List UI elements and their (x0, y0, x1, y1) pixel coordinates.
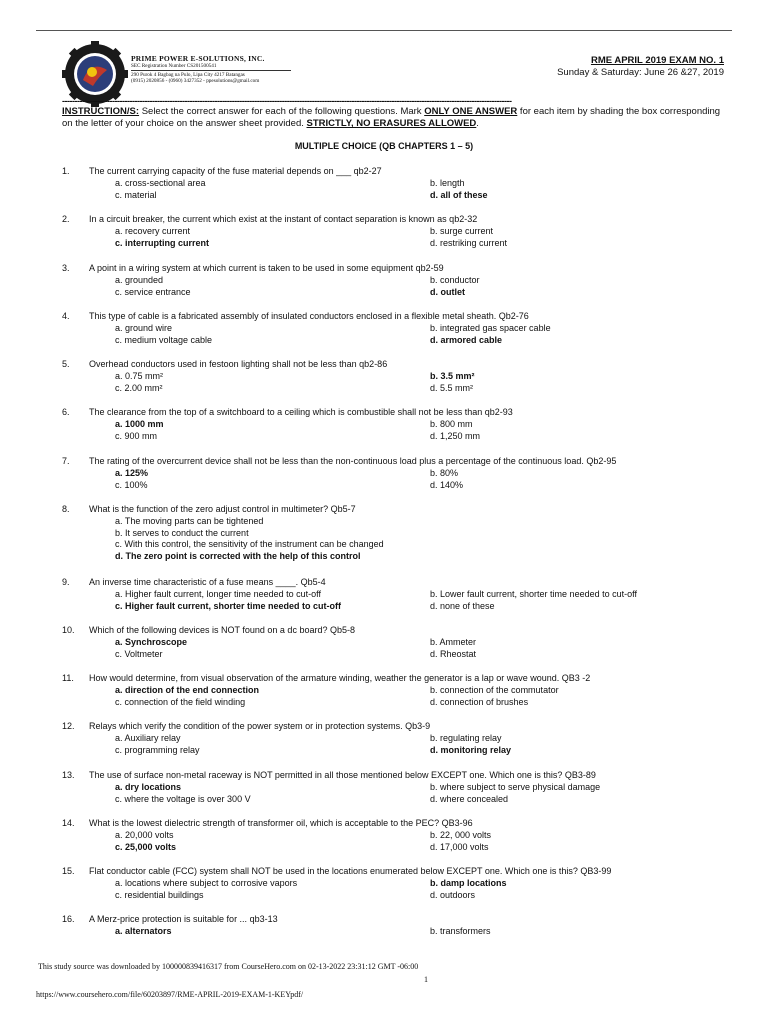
option-a: a. Higher fault current, longer time needed to cut-off (115, 588, 321, 599)
question-number: 10. (62, 625, 75, 635)
option-c: c. With this control, the sensitivity of the instrument can be changed (115, 539, 384, 550)
option-d: d. none of these (430, 600, 495, 611)
option-a: a. grounded (115, 274, 164, 285)
option-c: c. residential buildings (115, 889, 204, 900)
option-b: b. 800 mm (430, 418, 473, 429)
question-12 (62, 721, 732, 757)
option-c: c. service entrance (115, 286, 191, 297)
no-erasures: STRICTLY, NO ERASURES ALLOWED (306, 118, 477, 129)
question-2 (62, 214, 732, 250)
option-a: a. ground wire (115, 322, 173, 333)
option-c-answer: c. Higher fault current, shorter time needed to cut-off (115, 600, 342, 611)
company-name: PRIME POWER E-SOLUTIONS, INC. (131, 54, 265, 63)
option-b-answer: b. 3.5 mm² (430, 370, 475, 381)
question-14 (62, 818, 732, 854)
company-contact: (0915) 2020856 - (0960) 3427352 - ppesolutions@gmail.com (131, 78, 260, 85)
question-number: 8. (62, 504, 70, 514)
option-a-answer: a. 125% (115, 467, 149, 478)
instructions-text-2: for each item by shading the box corresponding on the letter of your choice on the answer sheet provided. (62, 106, 721, 129)
option-d-answer: d. monitoring relay (430, 744, 512, 755)
company-address: 290 Purok 4 Bagbag na Pulo, Lipa City 4217 Batangas (131, 72, 245, 79)
question-number: 2. (62, 214, 70, 224)
download-note: This study source was downloaded by 100000839416317 from CourseHero.com on 02-13-2022 23:31:12 GMT -06:00 (38, 962, 419, 971)
question-stem: A point in a wiring system at which current is taken to be used in some equipment qb2-59 (89, 263, 444, 273)
option-a: a. 0.75 mm² (115, 370, 164, 381)
option-b: b. 22, 000 volts (430, 829, 492, 840)
option-d: d. connection of brushes (430, 696, 529, 707)
question-stem: The clearance from the top of a switchboard to a ceiling which is combustible shall not be less than qb2-93 (89, 407, 513, 417)
option-d: d. 17,000 volts (430, 841, 489, 852)
question-number: 14. (62, 818, 75, 828)
option-b: b. length (430, 177, 465, 188)
question-stem: The use of surface non-metal raceway is NOT permitted in all those mentioned below EXCEPT one. Which one is this? QB3-89 (89, 770, 596, 780)
question-11 (62, 673, 732, 709)
instructions (62, 106, 728, 130)
option-c: c. Voltmeter (115, 648, 163, 659)
company-rule (131, 70, 291, 71)
option-a-answer: a. dry locations (115, 781, 182, 792)
page-number: 1 (424, 975, 428, 984)
option-b: b. Lower fault current, shorter time needed to cut-off (430, 588, 637, 599)
option-d: d. 5.5 mm² (430, 382, 474, 393)
section-title: MULTIPLE CHOICE (QB CHAPTERS 1 – 5) (294, 141, 474, 151)
instructions-label: INSTRUCTION/S: (62, 106, 140, 117)
question-stem: What is the function of the zero adjust control in multimeter? Qb5-7 (89, 504, 356, 514)
question-15 (62, 866, 732, 902)
question-9 (62, 577, 732, 613)
question-13 (62, 770, 732, 806)
sec-registration: SEC Registration Number CS201500541 (131, 63, 217, 69)
question-6 (62, 407, 732, 443)
option-b: b. where subject to serve physical damage (430, 781, 601, 792)
question-5 (62, 359, 732, 395)
option-b: b. 80% (430, 467, 459, 478)
option-c: c. connection of the field winding (115, 696, 246, 707)
option-d: d. outdoors (430, 889, 476, 900)
option-d: d. 140% (430, 479, 464, 490)
question-stem: A Merz-price protection is suitable for ... qb3-13 (89, 914, 278, 924)
question-4 (62, 311, 732, 347)
option-a: a. Auxiliary relay (115, 732, 181, 743)
question-number: 11. (62, 673, 74, 683)
question-stem: In a circuit breaker, the current which exist at the instant of contact separation is known as qb2-32 (89, 214, 478, 224)
exam-title: RME APRIL 2019 EXAM NO. 1 (590, 55, 724, 66)
option-c-answer: c. interrupting current (115, 237, 210, 248)
question-16 (62, 914, 732, 938)
option-a: a. 20,000 volts (115, 829, 174, 840)
question-stem: How would determine, from visual observation of the armature winding, weather the generator is a lap or wave wound. QB3 -2 (89, 673, 591, 683)
option-d-answer: d. all of these (430, 189, 488, 200)
question-number: 3. (62, 263, 70, 273)
option-b: b. It serves to conduct the current (115, 527, 249, 538)
option-b-answer: b. damp locations (430, 877, 507, 888)
source-url-link[interactable]: https://www.coursehero.com/file/60203897/RME-APRIL-2019-EXAM-1-KEYpdf/ (36, 990, 304, 999)
option-d-answer: d. armored cable (430, 334, 503, 345)
question-number: 7. (62, 456, 70, 466)
option-c-answer: c. 25,000 volts (115, 841, 177, 852)
question-stem: Flat conductor cable (FCC) system shall NOT be used in the locations enumerated below EXCEPT one. Which one is this? QB3-99 (89, 866, 612, 876)
option-b: b. regulating relay (430, 732, 502, 743)
option-c: c. 2.00 mm² (115, 382, 163, 393)
option-a: a. locations where subject to corrosive vapors (115, 877, 298, 888)
option-d: d. 1,250 mm (430, 430, 481, 441)
option-d: d. Rheostat (430, 648, 477, 659)
option-c: c. 100% (115, 479, 148, 490)
question-1 (62, 166, 732, 202)
question-number: 16. (62, 914, 75, 924)
option-b: b. integrated gas spacer cable (430, 322, 551, 333)
question-number: 15. (62, 866, 75, 876)
option-c: c. programming relay (115, 744, 200, 755)
instructions-end: . (476, 118, 479, 129)
only-one-answer: ONLY ONE ANSWER (424, 106, 518, 117)
question-number: 5. (62, 359, 70, 369)
question-number: 4. (62, 311, 70, 321)
option-a-answer: a. alternators (115, 925, 172, 936)
option-b: b. surge current (430, 225, 494, 236)
question-number: 9. (62, 577, 70, 587)
company-block (131, 54, 291, 85)
option-a-answer: a. Synchroscope (115, 636, 188, 647)
question-7 (62, 456, 732, 492)
option-c: c. medium voltage cable (115, 334, 213, 345)
question-stem: Which of the following devices is NOT found on a dc board? Qb5-8 (89, 625, 355, 635)
option-b: b. Ammeter (430, 636, 477, 647)
question-stem: What is the lowest dielectric strength of transformer oil, which is acceptable to the PEC? QB3-96 (89, 818, 473, 828)
option-d: d. restriking current (430, 237, 508, 248)
option-b: b. transformers (430, 925, 491, 936)
option-c: c. material (115, 189, 157, 200)
top-rule (36, 30, 732, 31)
option-a: a. recovery current (115, 225, 191, 236)
option-d: d. where concealed (430, 793, 509, 804)
option-a-answer: a. 1000 mm (115, 418, 164, 429)
option-a-answer: a. direction of the end connection (115, 684, 260, 695)
question-stem: Overhead conductors used in festoon lighting shall not be less than qb2-86 (89, 359, 388, 369)
option-a: a. The moving parts can be tightened (115, 515, 264, 526)
option-c: c. where the voltage is over 300 V (115, 793, 251, 804)
question-stem: The current carrying capacity of the fuse material depends on ___ qb2-27 (89, 166, 382, 176)
option-b: b. connection of the commutator (430, 684, 559, 695)
option-b: b. conductor (430, 274, 480, 285)
question-3 (62, 263, 732, 299)
question-number: 6. (62, 407, 70, 417)
exam-header (557, 55, 724, 78)
question-10 (62, 625, 732, 661)
question-8 (62, 504, 732, 563)
question-stem: The rating of the overcurrent device shall not be less than the non-continuous load plus a percentage of the continuous load. Qb2-95 (89, 456, 617, 466)
exam-date: Sunday & Saturday: June 26 &27, 2019 (557, 67, 724, 78)
question-stem: Relays which verify the condition of the power system or in protection systems. Qb3-9 (89, 721, 431, 731)
question-stem: This type of cable is a fabricated assembly of insulated conductors enclosed in a flexible metal sheath. Qb2-76 (89, 311, 529, 321)
option-d-answer: d. The zero point is corrected with the help of this control (115, 551, 361, 562)
question-number: 12. (62, 721, 75, 731)
dashed-divider: ------------------------------------------------------------------------------------------------------------------------------------------------------------------------------------ (62, 96, 512, 106)
option-c: c. 900 mm (115, 430, 158, 441)
question-number: 13. (62, 770, 75, 780)
question-number: 1. (62, 166, 70, 176)
option-a: a. cross-sectional area (115, 177, 206, 188)
instructions-text-1: Select the correct answer for each of the following questions. Mark (139, 106, 425, 117)
option-d-answer: d. outlet (430, 286, 465, 297)
question-stem: An inverse time characteristic of a fuse means ____. Qb5-4 (89, 577, 326, 587)
